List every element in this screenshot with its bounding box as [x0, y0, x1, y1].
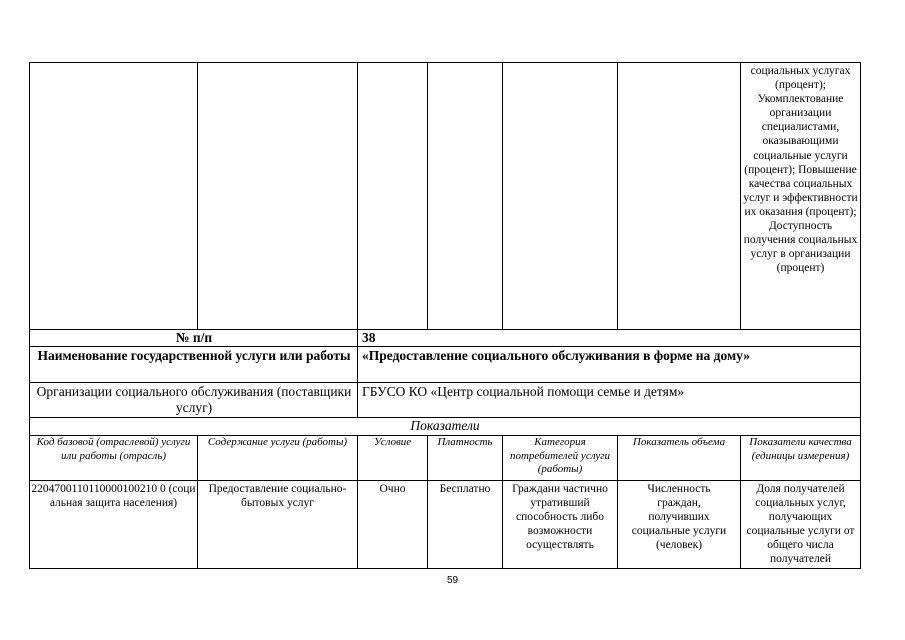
col-header-category: Категория потребителей услуги (работы)	[509, 436, 611, 476]
table-border	[29, 329, 861, 330]
col-header-quality: Показатели качества (единицы измерения)	[749, 436, 852, 462]
table-border	[617, 62, 618, 330]
col-header-condition: Условие	[373, 436, 412, 448]
col-header-content: Содержание услуги (работы)	[207, 436, 348, 448]
table-border	[29, 417, 861, 418]
table-border	[29, 62, 861, 63]
service-name-label: Наименование государственной услуги или работы	[37, 348, 351, 363]
table-border	[617, 435, 618, 569]
row-condition: Очно	[379, 483, 406, 495]
number-value: 38	[362, 330, 376, 345]
col-header-volume: Показатель объема	[632, 436, 726, 448]
table-border	[357, 329, 358, 418]
row-category: Граждани частично утративший способность либо возможности осуществлять	[512, 483, 608, 552]
table-border	[357, 435, 358, 569]
table-border	[29, 346, 861, 347]
organization-value: ГБУСО КО «Центр социальной помощи семье и детям»	[362, 384, 685, 399]
table-border	[740, 62, 741, 330]
table-border	[740, 435, 741, 569]
table-border	[860, 62, 861, 569]
number-label: № п/п	[175, 330, 213, 345]
row-code: 2204700110110000100210 0 (социальная защита населения)	[31, 483, 196, 510]
table-border	[357, 62, 358, 330]
table-border	[502, 62, 503, 330]
row-payment: Бесплатно	[439, 483, 491, 495]
col-header-payment: Платность	[437, 436, 493, 448]
table-border	[29, 382, 861, 383]
row-volume: Численность граждан, получивших социальные услуги (человек)	[631, 483, 727, 552]
quality-indicators-continuation: социальных услугах (процент); Укомплектование организации специалистами, оказывающими социальные услуги (процент); Повышение качества социальных услуг и эффективности их оказания (процент); Доступность получения социальных услуг в организации (процент)	[743, 65, 858, 275]
row-content: Предоставление социально-бытовых услуг	[208, 483, 347, 510]
table-border	[427, 435, 428, 569]
table-border	[29, 435, 861, 436]
organization-label: Организации социального обслуживания (поставщики услуг)	[36, 384, 352, 415]
col-header-code: Код базовой (отраслевой) услуги или работы (отрасль)	[36, 436, 191, 462]
table-border	[29, 480, 861, 481]
row-quality: Доля получателей социальных услуг, получающих социальные услуги от общего числа получателей	[746, 483, 855, 566]
table-border	[197, 62, 198, 330]
table-border	[197, 435, 198, 569]
table-border	[29, 568, 861, 569]
table-border	[427, 62, 428, 330]
service-name-value: «Предоставление социального обслуживания в форме на дому»	[362, 348, 750, 363]
page-number: 59	[446, 575, 459, 586]
table-border	[502, 435, 503, 569]
indicators-title: Показатели	[410, 418, 480, 433]
table-border	[29, 62, 30, 569]
